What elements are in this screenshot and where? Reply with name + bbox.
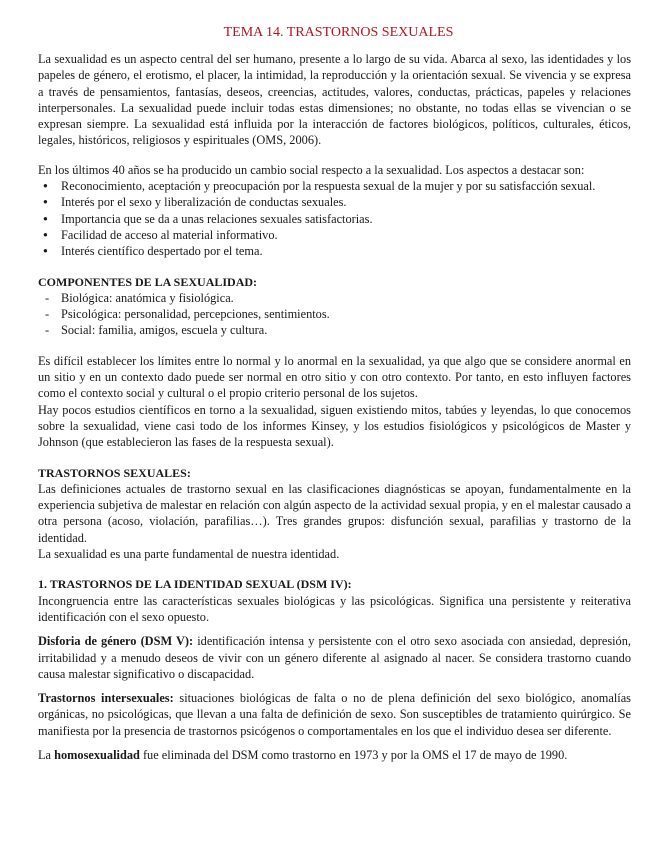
dysphoria-text: identificación intensa y persistente con el otro sexo asociada con ansiedad, depresión, irritabilidad y a menudo deseos de vivir con un género diferente al asignado al nacer. Se considera trastorno cuando causa malestar significativo o discapacidad. [38,634,631,681]
list-item: ● Facilidad de acceso al material informativo. [38,227,631,243]
studies-paragraph: Hay pocos estudios científicos en torno a la sexualidad, siguen existiendo mitos, tabúes y leyendas, lo que conocemos sobre la sexualidad, viene casi todo de los informes Kinsey, y los estudios fisiológicos y psicológicos de Master y Johnson (que establecieron las fases de la respuesta sexual). [38,402,631,450]
limits-paragraph: Es difícil establecer los límites entre lo normal y lo anormal en la sexualidad, ya que algo que se considere anormal en un sitio y en un contexto dado puede ser normal en otro sitio y con otro contexto. Por tanto, en esto influyen factores como el contexto social y cultural o el propio criterio personal de los sujetos. [38,353,631,401]
intersex-text: situaciones biológicas de falta o no de plena definición del sexo biológico, anomalías orgánicas, no psicológicas, que llevan a una falta de definición de sexo. Son susceptibles de tratamiento quirúrgico. Se manifiesta por la presencia de trastornos psicógenos o comportamentales en los que el individuo desea ser diferente. [38,691,631,738]
dysphoria-paragraph [38,633,631,682]
identity-paragraph: Incongruencia entre las características sexuales biológicas y las psicológicas. Significa una persistente y reiterativa identificación con el sexo opuesto. [38,593,631,624]
list-item: - Psicológica: personalidad, percepciones, sentimientos. [38,306,631,322]
homosexuality-pre: La [38,747,55,762]
list-item: ● Interés científico despertado por el tema. [38,243,631,259]
identity-note-paragraph: La sexualidad es una parte fundamental de nuestra identidad. [38,547,340,562]
list-item: ● Interés por el sexo y liberalización de conductas sexuales. [38,194,631,210]
homosexuality-paragraph [38,747,631,763]
components-list [38,290,631,339]
intersex-paragraph [38,690,631,739]
change-list [38,178,631,259]
intro-paragraph: La sexualidad es un aspecto central del ser humano, presente a lo largo de su vida. Abarca al sexo, las identidades y los papeles de género, el erotismo, el placer, la intimidad, la reproducción y la orientación sexual. Se vivencia y se expresa a través de pensamientos, fantasías, deseos, creencias, actitudes, valores, conductas, prácticas, papeles y relaciones interpersonales. La sexualidad puede incluir todas estas dimensiones; no obstante, no todas ellas se vivencian o se expresan siempre. La sexualidad está influida por la interacción de factores biológicos, políticos, culturales, éticos, legales, históricos, religiosos y espirituales (OMS, 2006). [38,52,631,148]
list-item: - Social: familia, amigos, escuela y cultura. [38,322,631,338]
identity-heading: 1. TRASTORNOS DE LA IDENTIDAD SEXUAL (DSM IV): [38,577,352,592]
intersex-term: Trastornos intersexuales: [38,691,174,706]
page-title: TEMA 14. TRASTORNOS SEXUALES [223,25,454,40]
homosexuality-term: homosexualidad [54,747,140,762]
list-item: ● Importancia que se da a unas relaciones sexuales satisfactorias. [38,211,631,227]
homosexuality-post: fue eliminada del DSM como trastorno en 1973 y por la OMS el 17 de mayo de 1990. [139,747,568,762]
change-intro-paragraph: En los últimos 40 años se ha producido un cambio social respecto a la sexualidad. Los aspectos a destacar son: [38,162,585,177]
disorders-paragraph: Las definiciones actuales de trastorno sexual en las clasificaciones diagnósticas se apoyan, fundamentalmente en la experiencia subjetiva de malestar en relación con algún aspecto de la actividad sexual propia, y en el malestar causado a otra persona (acoso, violación, parafilias…). Tres grandes grupos: disfunción sexual, parafilias y trastorno de la identidad. [38,481,631,545]
components-heading: COMPONENTES DE LA SEXUALIDAD: [38,274,258,289]
list-item: ● Reconocimiento, aceptación y preocupación por la respuesta sexual de la mujer y por su satisfacción sexual. [38,178,631,194]
disorders-heading: TRASTORNOS SEXUALES: [38,465,191,480]
dysphoria-term: Disforia de género (DSM V): [38,634,194,649]
list-item: - Biológica: anatómica y fisiológica. [38,290,631,306]
